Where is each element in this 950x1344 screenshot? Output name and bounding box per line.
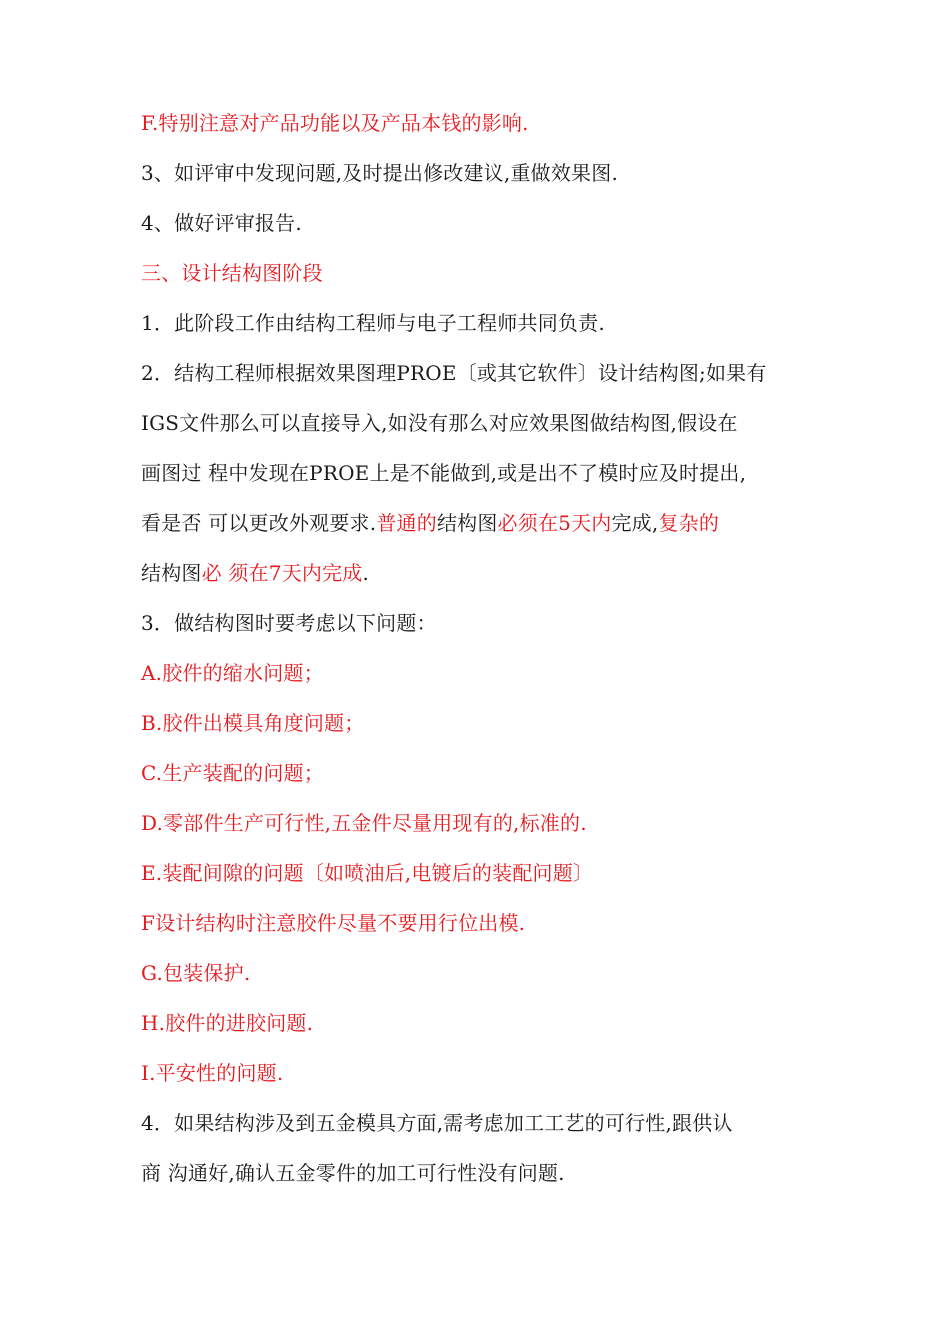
highlighted-text: F设计结构时注意胶件尽量不要用行位出模. bbox=[141, 911, 526, 935]
text-line bbox=[141, 698, 821, 748]
highlighted-text: H.胶件的进胶问题. bbox=[141, 1011, 314, 1035]
highlighted-text: C.生产装配的问题； bbox=[141, 761, 324, 785]
document-body bbox=[141, 98, 821, 1198]
body-text: 商 沟通好,确认五金零件的加工可行性没有问题. bbox=[141, 1161, 565, 1185]
text-line bbox=[141, 648, 821, 698]
highlighted-text: G.包装保护. bbox=[141, 961, 251, 985]
text-line bbox=[141, 498, 821, 548]
text-line bbox=[141, 248, 821, 298]
body-text: IGS文件那么可以直接导入,如没有那么对应效果图做结构图,假设在 bbox=[141, 411, 738, 435]
highlighted-text: 复杂的 bbox=[658, 511, 720, 535]
text-line bbox=[141, 848, 821, 898]
text-line bbox=[141, 298, 821, 348]
body-text: 3．做结构图时要考虑以下问题： bbox=[141, 611, 437, 635]
highlighted-text: I.平安性的问题. bbox=[141, 1061, 284, 1085]
highlighted-text: B.胶件出模具角度问题； bbox=[141, 711, 365, 735]
text-line bbox=[141, 98, 821, 148]
body-text: 1．此阶段工作由结构工程师与电子工程师共同负责. bbox=[141, 311, 605, 335]
highlighted-text: 普通的 bbox=[376, 511, 437, 535]
text-line bbox=[141, 348, 821, 398]
body-text: 看是否 可以更改外观要求. bbox=[141, 511, 377, 535]
text-line bbox=[141, 748, 821, 798]
text-line bbox=[141, 448, 821, 498]
text-line bbox=[141, 198, 821, 248]
text-line bbox=[141, 1148, 821, 1198]
highlighted-text: E.装配间隙的问题〔如喷油后,电镀后的装配问题〕 bbox=[141, 861, 594, 885]
text-line bbox=[141, 148, 821, 198]
text-line bbox=[141, 798, 821, 848]
text-line bbox=[141, 1098, 821, 1148]
text-line bbox=[141, 998, 821, 1048]
text-line bbox=[141, 898, 821, 948]
highlighted-text: D.零部件生产可行性,五金件尽量用现有的,标准的. bbox=[141, 811, 587, 835]
body-text: 画图过 程中发现在PROE上是不能做到,或是出不了模时应及时提出, bbox=[141, 461, 747, 485]
body-text: 4、做好评审报告. bbox=[141, 211, 302, 235]
highlighted-text: 必须在5天内 bbox=[497, 511, 612, 535]
body-text: 结构图 bbox=[141, 561, 202, 585]
highlighted-text: 三、设计结构图阶段 bbox=[141, 261, 323, 285]
highlighted-text: 必 须在7天内完成 bbox=[201, 561, 363, 585]
body-text: 3、如评审中发现问题,及时提出修改建议,重做效果图. bbox=[141, 161, 618, 185]
body-text: 完成, bbox=[611, 511, 659, 535]
text-line bbox=[141, 548, 821, 598]
text-line bbox=[141, 598, 821, 648]
text-line bbox=[141, 398, 821, 448]
highlighted-text: F.特别注意对产品功能以及产品本钱的影响. bbox=[141, 111, 529, 135]
highlighted-text: A.胶件的缩水问题； bbox=[141, 661, 324, 685]
text-line bbox=[141, 948, 821, 998]
text-line bbox=[141, 1048, 821, 1098]
body-text: . bbox=[362, 561, 370, 585]
body-text: 4．如果结构涉及到五金模具方面,需考虑加工工艺的可行性,跟供认 bbox=[141, 1111, 733, 1135]
body-text: 2．结构工程师根据效果图理PROE〔或其它软件〕设计结构图;如果有 bbox=[141, 361, 767, 385]
body-text: 结构图 bbox=[436, 511, 498, 535]
